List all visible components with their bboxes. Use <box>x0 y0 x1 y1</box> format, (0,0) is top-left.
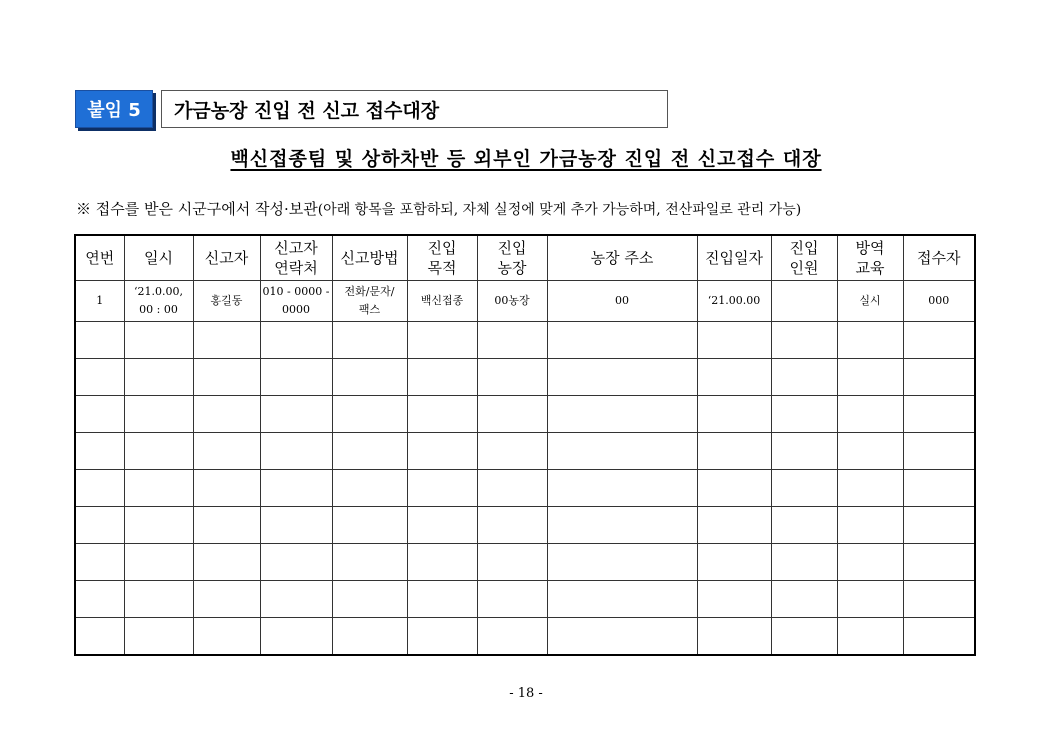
table-cell <box>332 470 407 507</box>
table-cell <box>771 581 837 618</box>
table-cell <box>477 581 547 618</box>
column-header: 방역 교육 <box>837 235 903 281</box>
table-cell <box>477 507 547 544</box>
table-cell <box>697 322 771 359</box>
table-cell <box>547 544 697 581</box>
table-row <box>75 322 975 359</box>
table-cell <box>193 581 260 618</box>
attachment-header <box>75 90 668 128</box>
table-cell <box>697 396 771 433</box>
table-cell <box>697 507 771 544</box>
table-row <box>75 581 975 618</box>
table-cell <box>407 433 477 470</box>
table-cell <box>75 544 124 581</box>
ledger-subtitle-text: 백신접종팀 및 상하차반 등 외부인 가금농장 진입 전 신고접수 대장 <box>230 148 822 170</box>
table-cell <box>837 470 903 507</box>
table-cell <box>407 322 477 359</box>
table-cell <box>332 581 407 618</box>
table-cell <box>124 618 193 656</box>
table-cell <box>407 470 477 507</box>
table-cell <box>332 618 407 656</box>
table-cell <box>332 544 407 581</box>
table-cell <box>260 433 332 470</box>
table-cell <box>124 544 193 581</box>
table-cell <box>903 433 975 470</box>
table-cell <box>193 322 260 359</box>
table-cell <box>771 544 837 581</box>
column-header: 진입일자 <box>697 235 771 281</box>
table-cell <box>332 507 407 544</box>
column-header: 진입 목적 <box>407 235 477 281</box>
table-cell <box>124 359 193 396</box>
table-row <box>75 544 975 581</box>
table-cell <box>903 359 975 396</box>
table-cell: ‘21.00.00 <box>697 281 771 322</box>
table-cell <box>260 618 332 656</box>
table-cell <box>407 618 477 656</box>
table-cell <box>193 433 260 470</box>
instruction-note-paren: (아래 항목을 포함하되, 자체 실정에 맞게 추가 가능하며, 전산파일로 관리 가능) <box>317 202 802 218</box>
table-cell <box>193 507 260 544</box>
table-cell: 백신접종 <box>407 281 477 322</box>
column-header: 신고방법 <box>332 235 407 281</box>
table-cell <box>837 396 903 433</box>
table-cell <box>193 544 260 581</box>
table-cell: 실시 <box>837 281 903 322</box>
table-cell <box>407 507 477 544</box>
table-cell <box>771 281 837 322</box>
table-cell <box>837 359 903 396</box>
table-cell <box>771 359 837 396</box>
table-cell <box>477 544 547 581</box>
table-cell <box>75 396 124 433</box>
instruction-note <box>76 198 801 219</box>
table-cell <box>75 322 124 359</box>
table-cell <box>260 470 332 507</box>
table-cell: 010 - 0000 - 0000 <box>260 281 332 322</box>
table-cell <box>903 322 975 359</box>
table-cell <box>903 544 975 581</box>
registration-table <box>74 234 976 656</box>
table-row <box>75 470 975 507</box>
table-cell <box>771 470 837 507</box>
table-cell <box>697 581 771 618</box>
table-cell <box>124 581 193 618</box>
table-cell: 00농장 <box>477 281 547 322</box>
table-cell <box>407 544 477 581</box>
table-cell <box>477 396 547 433</box>
table-cell <box>903 396 975 433</box>
column-header: 진입 농장 <box>477 235 547 281</box>
table-cell <box>477 618 547 656</box>
table-cell <box>75 470 124 507</box>
table-cell: ‘21.0.00, 00 : 00 <box>124 281 193 322</box>
table-cell <box>837 544 903 581</box>
table-cell <box>260 322 332 359</box>
table-cell <box>547 433 697 470</box>
table-cell <box>193 470 260 507</box>
table-cell <box>697 618 771 656</box>
table-cell <box>332 433 407 470</box>
table-cell: 000 <box>903 281 975 322</box>
table-cell <box>547 581 697 618</box>
table-cell <box>124 433 193 470</box>
table-cell <box>837 322 903 359</box>
table-cell <box>407 396 477 433</box>
table-cell <box>260 507 332 544</box>
table-cell <box>124 396 193 433</box>
table-cell <box>332 396 407 433</box>
table-cell <box>477 359 547 396</box>
table-cell <box>547 396 697 433</box>
table-cell <box>903 581 975 618</box>
document-title: 가금농장 진입 전 신고 접수대장 <box>161 90 668 128</box>
table-cell <box>903 618 975 656</box>
table-cell <box>75 507 124 544</box>
column-header: 신고자 연락처 <box>260 235 332 281</box>
table-cell <box>837 581 903 618</box>
table-cell <box>75 359 124 396</box>
table-cell <box>771 433 837 470</box>
table-cell <box>837 618 903 656</box>
table-cell <box>124 322 193 359</box>
table-cell <box>697 470 771 507</box>
table-cell <box>75 433 124 470</box>
table-cell <box>193 359 260 396</box>
table-cell <box>771 396 837 433</box>
table-row <box>75 507 975 544</box>
table-cell: 00 <box>547 281 697 322</box>
table-row <box>75 396 975 433</box>
table-cell <box>124 507 193 544</box>
table-cell <box>260 359 332 396</box>
table-cell <box>547 359 697 396</box>
table-row <box>75 433 975 470</box>
column-header: 농장 주소 <box>547 235 697 281</box>
table-cell: 1 <box>75 281 124 322</box>
column-header: 일시 <box>124 235 193 281</box>
column-header: 진입 인원 <box>771 235 837 281</box>
instruction-note-main: ※ 접수를 받은 시군구에서 작성·보관 <box>76 200 318 218</box>
table-cell <box>75 581 124 618</box>
table-cell <box>697 359 771 396</box>
table-cell <box>477 470 547 507</box>
table-cell <box>407 581 477 618</box>
column-header: 신고자 <box>193 235 260 281</box>
table-cell <box>124 470 193 507</box>
table-cell <box>260 396 332 433</box>
table-cell <box>771 618 837 656</box>
table-row <box>75 281 975 322</box>
table-cell <box>837 507 903 544</box>
table-row <box>75 359 975 396</box>
table-cell <box>332 322 407 359</box>
table-cell: 전화/문자/ 팩스 <box>332 281 407 322</box>
table-header-row <box>75 235 975 281</box>
table-cell <box>697 433 771 470</box>
table-cell <box>547 618 697 656</box>
table-body <box>75 281 975 656</box>
page-number: - 18 - <box>509 686 543 701</box>
table-cell <box>332 359 407 396</box>
table-cell <box>260 581 332 618</box>
table-cell <box>407 359 477 396</box>
table-cell <box>547 322 697 359</box>
table-cell <box>477 433 547 470</box>
table-cell <box>903 470 975 507</box>
attachment-badge: 붙임 5 <box>75 90 153 128</box>
table-cell <box>547 507 697 544</box>
table-cell <box>903 507 975 544</box>
table-cell <box>75 618 124 656</box>
table-cell <box>771 322 837 359</box>
table-cell <box>547 470 697 507</box>
table-cell <box>837 433 903 470</box>
column-header: 연번 <box>75 235 124 281</box>
table-cell <box>193 396 260 433</box>
table-cell <box>771 507 837 544</box>
table-row <box>75 618 975 656</box>
table-cell <box>477 322 547 359</box>
table-cell <box>697 544 771 581</box>
column-header: 접수자 <box>903 235 975 281</box>
table-cell <box>193 618 260 656</box>
table-cell <box>260 544 332 581</box>
table-cell: 홍길동 <box>193 281 260 322</box>
ledger-subtitle <box>0 144 1052 171</box>
